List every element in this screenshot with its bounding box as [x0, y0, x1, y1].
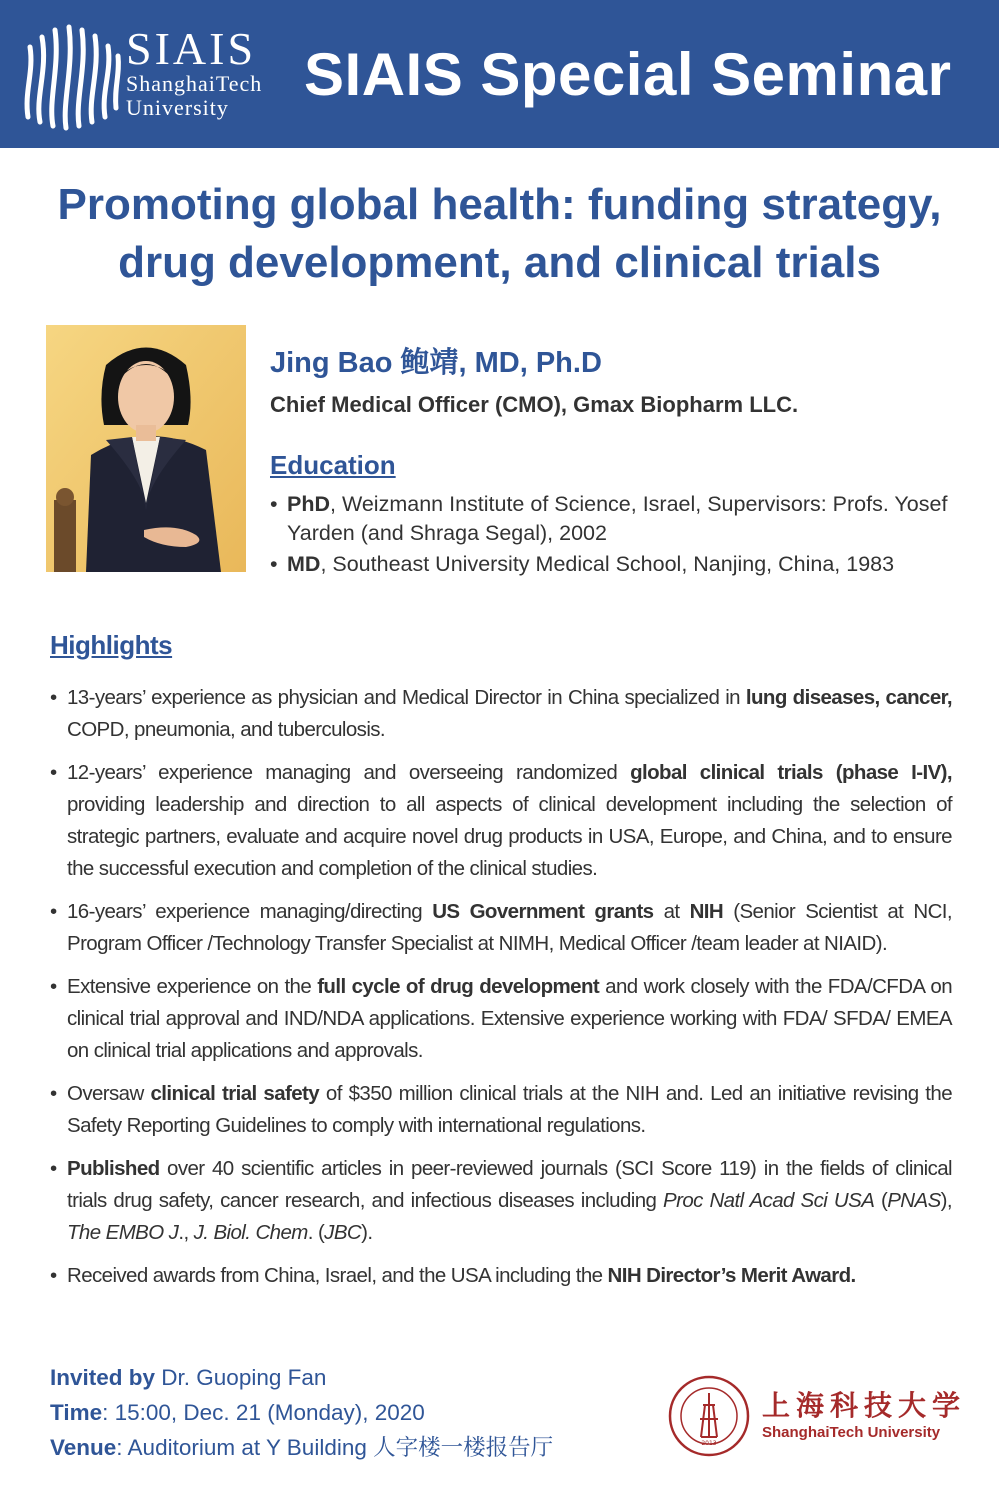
invited-by: Invited by Dr. Guoping Fan — [50, 1365, 327, 1390]
highlights-list — [50, 682, 952, 1303]
list-item: • 16-years’ experience managing/directing US Government grants at NIH (Senior Scientist at NCI, Program Officer /Technology Transfer Specialist at NIMH, Medical Officer /team leader at NIAID). — [50, 896, 952, 960]
list-item: • Extensive experience on the full cycle of drug development and work closely with the FDA/CFDA on clinical trial approval and IND/NDA applications. Extensive experience working with FDA/ SFDA/ EMEA on clinical trial applications and approvals. — [50, 971, 952, 1067]
list-item: • PhD, Weizmann Institute of Science, Israel, Supervisors: Profs. Yosef Yarden (and Shraga Segal), 2002 — [270, 490, 960, 548]
list-item: • Oversaw clinical trial safety of $350 million clinical trials at the NIH and. Led an initiative revising the Safety Reporting Guidelines to comply with international regulations. — [50, 1078, 952, 1142]
list-item: • Published over 40 scientific articles in peer-reviewed journals (SCI Score 119) in the fields of clinical trials drug safety, cancer research, and infectious diseases including Proc Natl Acad Sci USA (PNAS), The EMBO J., J. Biol. Chem. (JBC). — [50, 1153, 952, 1249]
talk-title-line1: Promoting global health: funding strategy, — [57, 180, 942, 229]
siais-logo-icon — [20, 22, 122, 134]
header-banner — [0, 0, 999, 148]
event-info — [50, 1360, 553, 1465]
university-seal-icon — [668, 1375, 750, 1457]
list-item: • 13-years’ experience as physician and Medical Director in China specialized in lung diseases, cancer, COPD, pneumonia, and tuberculosis. — [50, 682, 952, 746]
education-heading: Education — [270, 450, 396, 480]
seminar-title: SIAIS Special Seminar — [304, 41, 952, 108]
university-name-en: ShanghaiTech University — [762, 1424, 941, 1441]
university-name-cn: 上海科技大学 — [762, 1389, 967, 1422]
list-item: • Received awards from China, Israel, and the USA including the NIH Director’s Merit Award. — [50, 1260, 952, 1292]
list-item: • 12-years’ experience managing and overseeing randomized global clinical trials (phase I-IV), providing leadership and direction to all aspects of clinical development including the selection of strategic partners, evaluate and acquire novel drug products in USA, Europe, and China, and to ensure the successful execution and completion of the clinical studies. — [50, 757, 952, 885]
logo-line2: ShanghaiTech — [126, 71, 263, 96]
seal-year: 2013 — [701, 1440, 717, 1447]
event-venue: Venue: Auditorium at Y Building 人字楼一楼报告厅 — [50, 1435, 554, 1460]
education-list — [270, 490, 960, 581]
speaker-photo — [46, 325, 246, 572]
logo-name: SIAIS — [126, 23, 257, 74]
siais-logo-text — [126, 23, 263, 120]
list-item: • MD, Southeast University Medical School, Nanjing, China, 1983 — [270, 550, 960, 579]
event-time: Time: 15:00, Dec. 21 (Monday), 2020 — [50, 1400, 425, 1425]
highlights-heading: Highlights — [50, 630, 173, 660]
speaker-role: Chief Medical Officer (CMO), Gmax Biopharm LLC. — [270, 392, 799, 417]
speaker-name: Jing Bao 鲍靖, MD, Ph.D — [270, 347, 602, 379]
talk-title-line2: drug development, and clinical trials — [118, 238, 881, 287]
logo-line3: University — [126, 95, 229, 120]
talk-title — [20, 176, 979, 292]
